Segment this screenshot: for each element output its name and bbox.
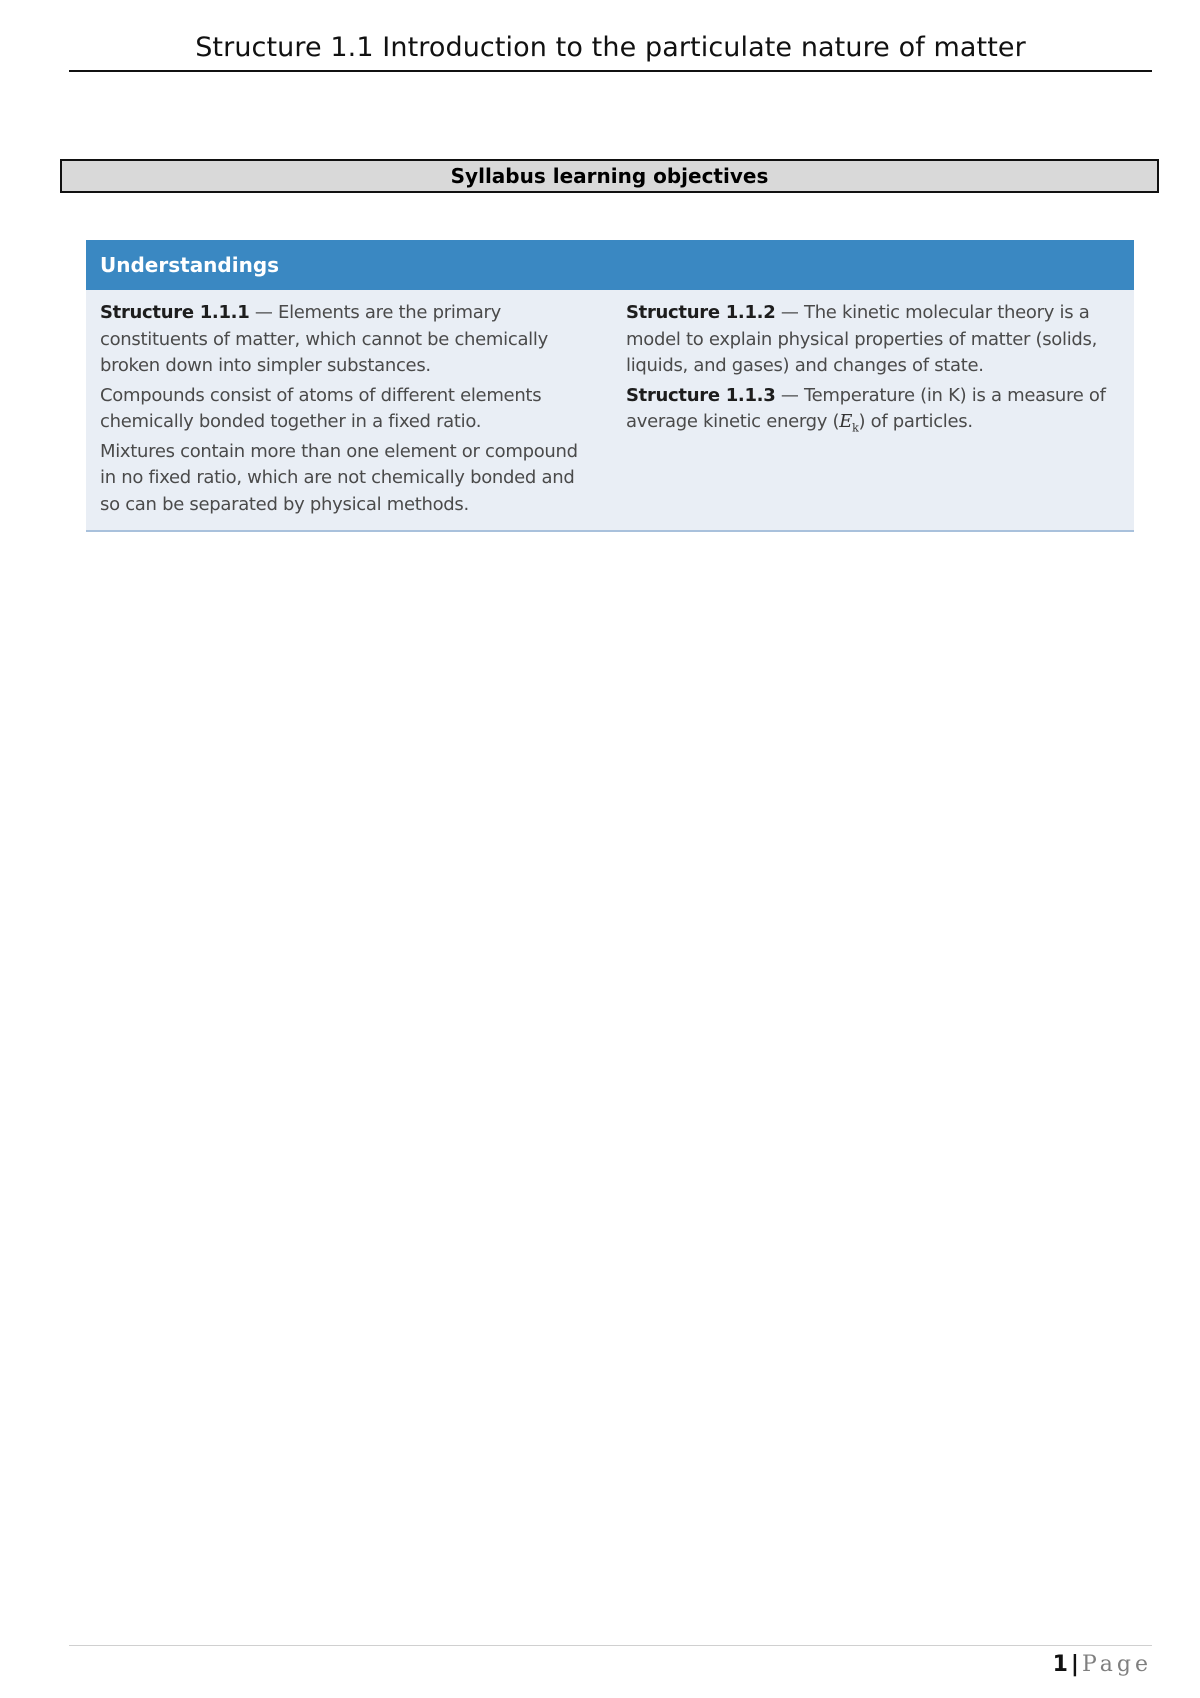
document-title: Structure 1.1 Introduction to the particulate nature of matter [195, 32, 1026, 63]
compounds-paragraph: Compounds consist of atoms of different elements chemically bonded together in a fixed ratio. [100, 384, 542, 432]
document-header [69, 28, 1152, 72]
objective-1-1-1 [100, 300, 586, 380]
mixtures-paragraph: Mixtures contain more than one element or compound in no fixed ratio, which are not chemically bonded and so can be separated by physical methods. [100, 440, 578, 515]
objective-1-1-2 [626, 300, 1122, 380]
understandings-title: Understandings [100, 253, 280, 277]
objective-text-end: ) of particles. [858, 411, 973, 432]
symbol-subscript: k [852, 421, 859, 435]
understandings-body [86, 290, 1134, 530]
syllabus-title: Syllabus learning objectives [450, 164, 769, 188]
objective-text-start: — Temperature (in K) is a measure of average kinetic energy ( [626, 384, 1106, 432]
page-number: 1 [1052, 1652, 1068, 1677]
page-separator: | [1070, 1652, 1079, 1677]
objective-text: — Elements are the primary constituents of matter, which cannot be chemically broken down into simpler substances. [100, 302, 548, 376]
understandings-box [86, 240, 1134, 532]
syllabus-banner [60, 159, 1159, 193]
objective-1-1-3 [626, 383, 1122, 443]
footer-divider [69, 1645, 1152, 1646]
understandings-right-column [626, 300, 1122, 445]
page-footer [1053, 1650, 1152, 1680]
objective-code: Structure 1.1.3 [626, 384, 776, 406]
kinetic-energy-symbol [839, 411, 859, 435]
objective-text: — The kinetic molecular theory is a model to explain physical properties of matter (solids, liquids, and gases) and changes of state. [626, 302, 1098, 376]
objective-code: Structure 1.1.2 [626, 302, 776, 323]
understandings-left-column [100, 300, 586, 521]
understandings-header [86, 240, 1134, 290]
symbol-letter: E [839, 411, 853, 432]
objective-code: Structure 1.1.1 [100, 302, 250, 323]
page-label: Page [1081, 1652, 1152, 1677]
